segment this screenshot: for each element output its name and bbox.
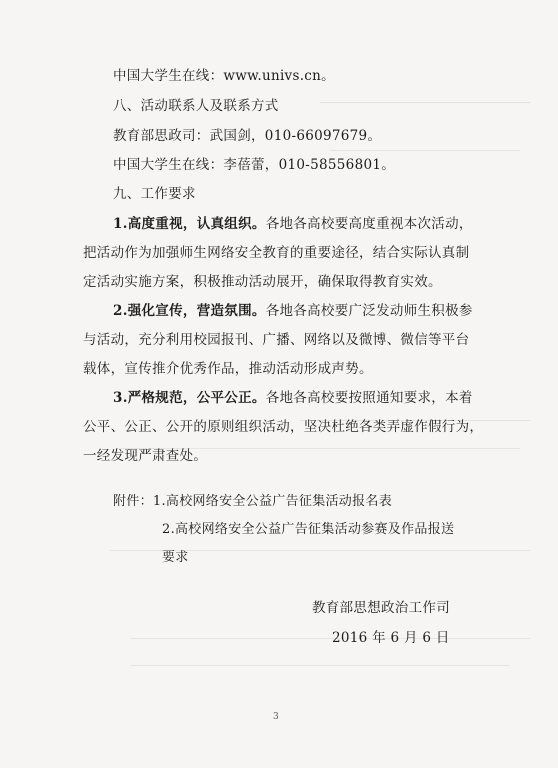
contact-univs-line: 中国大学生在线：李蓓蕾，010-58556801。	[113, 157, 396, 173]
requirement-2-line-2: 与活动，充分利用校园报刊、广播、网络以及微博、微信等平台	[83, 332, 470, 348]
requirement-1-line-1	[113, 216, 473, 232]
requirement-3-text: 各地各高校要按照通知要求，本着	[265, 390, 473, 406]
contact-moe-line: 教育部思政司：武国剑，010-66097679。	[113, 128, 382, 144]
attachment-1: 附件：1.高校网络安全公益广告征集活动报名表	[113, 494, 393, 509]
bleed-through-text	[320, 102, 530, 113]
bleed-through-text	[130, 665, 510, 676]
section-heading-contacts: 八、活动联系人及联系方式	[113, 98, 279, 114]
requirement-2-title: 2.强化宣传，营造氛围。	[113, 303, 266, 319]
requirement-1-title: 1.高度重视，认真组织。	[113, 216, 266, 232]
requirement-1-line-2: 把活动作为加强师生网络安全教育的重要途径，结合实际认真制	[83, 245, 470, 261]
section-heading-requirements: 九、工作要求	[113, 186, 196, 202]
requirement-1-text: 各地各高校要高度重视本次活动，	[265, 216, 473, 232]
requirement-3-line-1	[113, 390, 473, 406]
requirement-2-text: 各地各高校要广泛发动师生积极参	[265, 303, 473, 319]
requirement-3-line-3: 一经发现严肃查处。	[83, 448, 208, 464]
bleed-through-text	[130, 638, 530, 649]
requirement-1-line-3: 定活动实施方案，积极推动活动展开，确保取得教育实效。	[83, 274, 442, 290]
issuing-office: 教育部思想政治工作司	[312, 600, 450, 616]
requirement-3-line-2: 公平、公正、公开的原则组织活动，坚决杜绝各类弄虚作假行为，	[83, 419, 484, 435]
requirement-2-line-3: 载体，宣传推介优秀作品，推动活动形成声势。	[83, 361, 373, 377]
attachment-2-continued: 要求	[162, 550, 189, 565]
issue-date: 2016 年 6 月 6 日	[332, 630, 450, 646]
requirement-3-title: 3.严格规范，公平公正。	[113, 390, 266, 406]
contact-website-line: 中国大学生在线：www.univs.cn。	[113, 68, 335, 84]
page-number: 3	[273, 712, 279, 722]
requirement-2-line-1	[113, 303, 473, 319]
attachment-2: 2.高校网络安全公益广告征集活动参赛及作品报送	[162, 522, 455, 537]
